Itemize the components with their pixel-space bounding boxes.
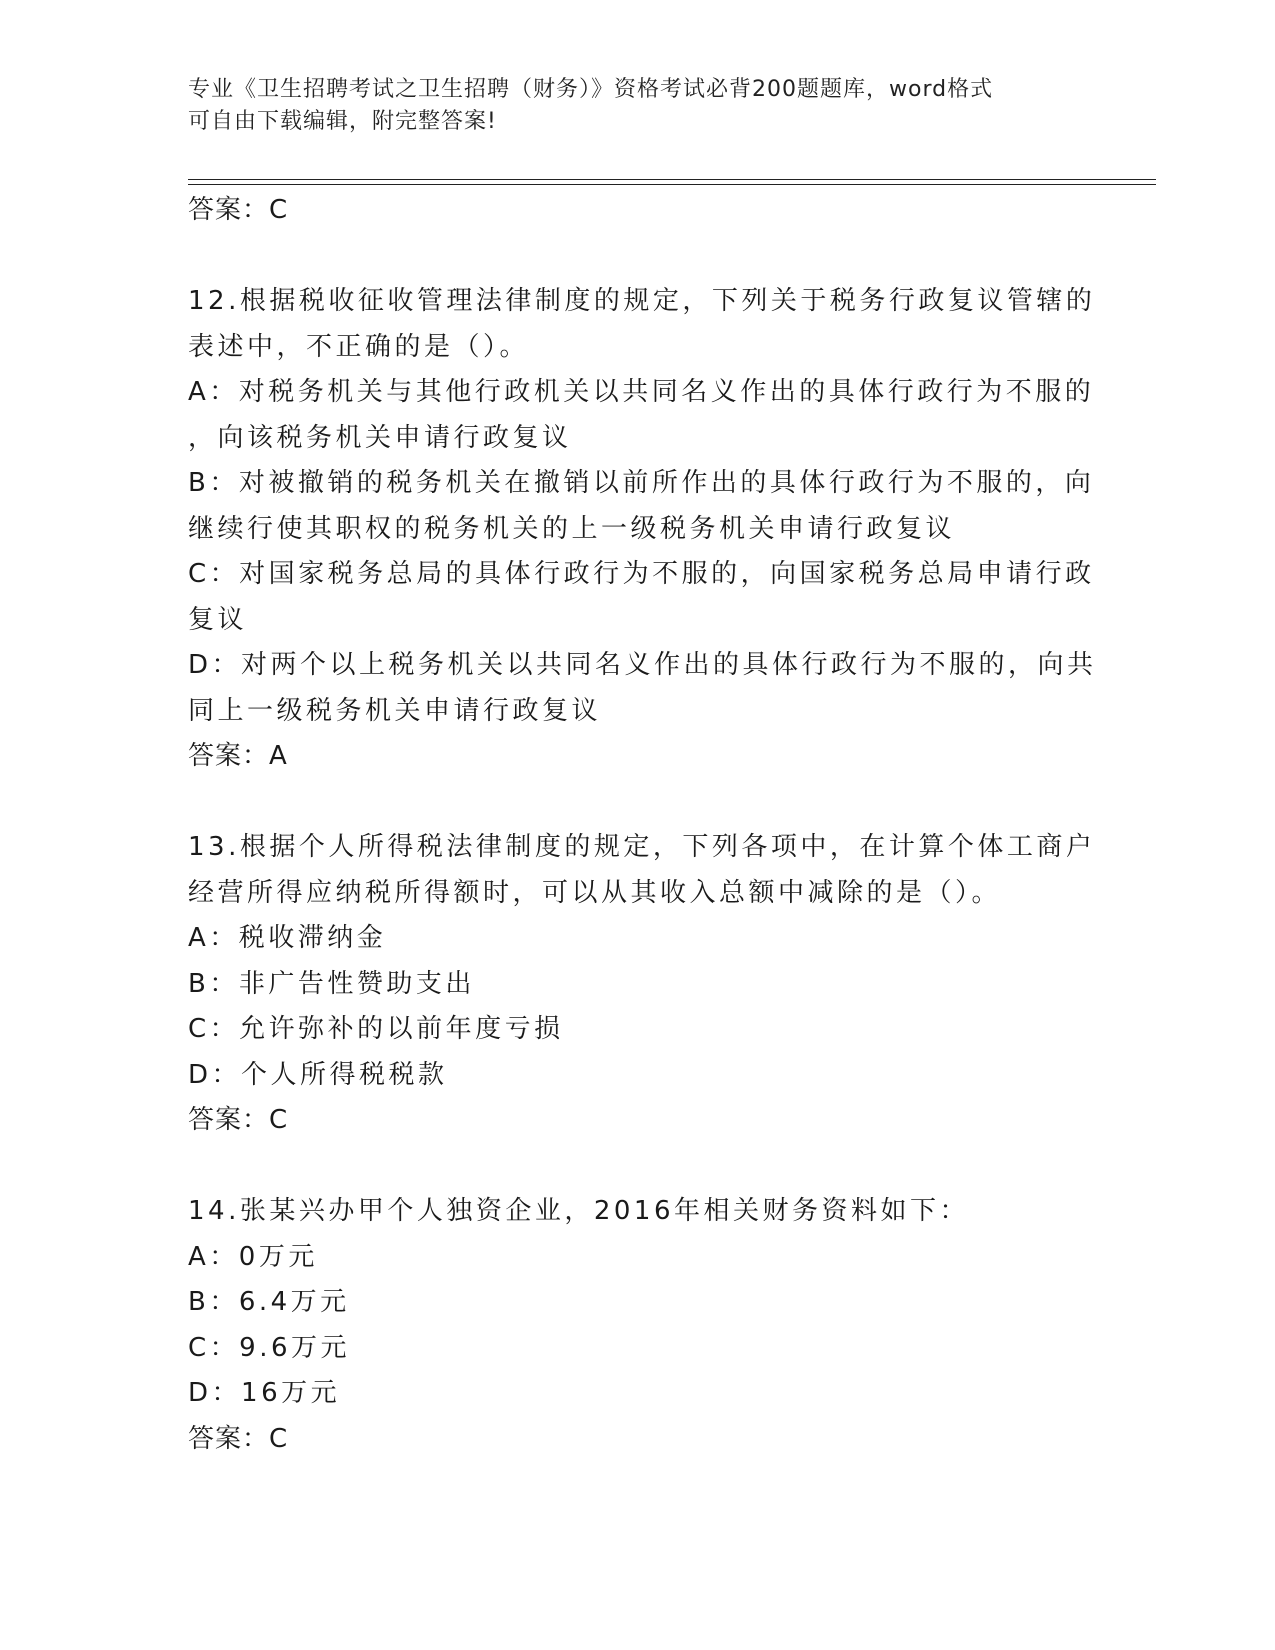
spacer: [188, 234, 1088, 280]
option-d: D：16万元: [188, 1378, 341, 1408]
question-14: [188, 1189, 1088, 1462]
document-header: [188, 74, 1068, 138]
question-stem: 13.根据个人所得税法律制度的规定，下列各项中，在计算个体工商户: [188, 832, 1096, 862]
option-a: A：税收滞纳金: [188, 923, 387, 953]
question-13: [188, 825, 1096, 1144]
option-d: D：对两个以上税务机关以共同名义作出的具体行政行为不服的，向共: [188, 650, 1097, 680]
option-a: A：0万元: [188, 1241, 318, 1272]
option-b: B：非广告性赞助支出: [188, 968, 475, 999]
option-c: C：9.6万元: [188, 1332, 351, 1363]
question-list: [188, 188, 1097, 1462]
header-line-2: 可自由下载编辑，附完整答案!: [188, 109, 497, 134]
question-stem: 表述中，不正确的是（）。: [188, 331, 530, 362]
option-b: B：对被撤销的税务机关在撤销以前所作出的具体行政行为不服的，向: [188, 468, 1095, 498]
header-rule-top: [188, 179, 1156, 180]
question-12: [188, 279, 1097, 780]
option-c: 复议: [188, 604, 248, 635]
question-stem: 经营所得应纳税所得额时，可以从其收入总额中减除的是（）。: [188, 877, 1002, 908]
answer: 答案：C: [188, 1423, 289, 1454]
option-a: A：对税务机关与其他行政机关以共同名义作出的具体行政行为不服的: [188, 377, 1095, 407]
option-c: C：对国家税务总局的具体行政行为不服的，向国家税务总局申请行政: [188, 559, 1095, 589]
option-c: C：允许弥补的以前年度亏损: [188, 1014, 564, 1044]
option-d: 同上一级税务机关申请行政复议: [188, 695, 602, 726]
option-b: 继续行使其职权的税务机关的上一级税务机关申请行政复议: [188, 513, 956, 544]
spacer: [188, 1144, 1088, 1190]
option-d: D：个人所得税税款: [188, 1059, 448, 1090]
header-line-1: 专业《卫生招聘考试之卫生招聘（财务）》资格考试必背200题题库，word格式: [188, 77, 994, 102]
question-stem: 14.张某兴办甲个人独资企业，2016年相关财务资料如下：: [188, 1196, 970, 1226]
option-b: B：6.4万元: [188, 1287, 350, 1317]
spacer: [188, 780, 1088, 826]
answer: 答案：C: [188, 1105, 289, 1135]
previous-answer: 答案：C: [188, 195, 289, 225]
option-a: ，向该税务机关申请行政复议: [188, 422, 572, 453]
question-stem: 12.根据税收征收管理法律制度的规定，下列关于税务行政复议管辖的: [188, 286, 1096, 316]
header-rule-bottom: [188, 184, 1156, 185]
answer: 答案：A: [188, 741, 288, 771]
